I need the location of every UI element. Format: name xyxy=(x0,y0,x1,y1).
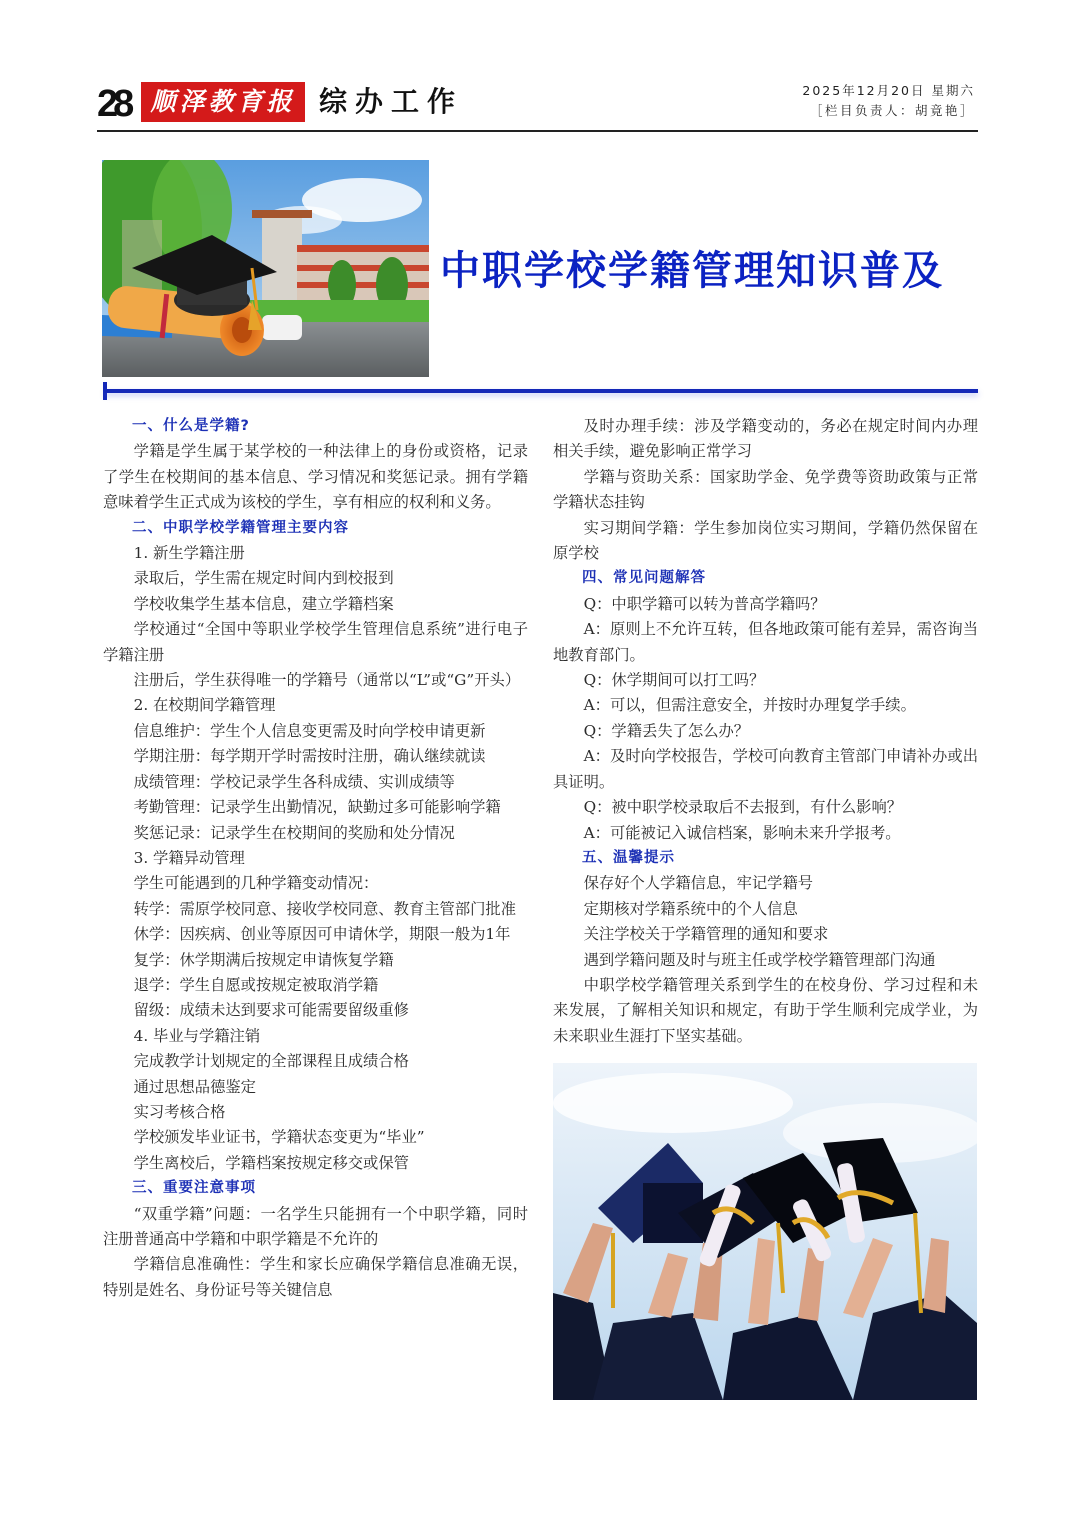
subheading: 2. 在校期间学籍管理 xyxy=(133,696,276,715)
paragraph: 实习期间学籍：学生参加岗位实习期间，学籍仍然保留在原学校 xyxy=(553,518,978,563)
paragraph: 学生可能遇到的几种学籍变动情况： xyxy=(133,874,379,893)
subheading: 4. 毕业与学籍注销 xyxy=(133,1026,261,1045)
paragraph: 及时办理手续：涉及学籍变动的，务必在规定时间内办理相关手续，避免影响正常学习 xyxy=(553,417,978,461)
graduation-cap-photo-icon xyxy=(102,160,429,377)
paragraph: 完成教学计划规定的全部课程且成绩合格 xyxy=(133,1052,409,1071)
conclusion-paragraph: 中职学校学籍管理关系到学生的在校身份、学习过程和未来发展，了解相关知识和规定，有助于学生顺利完成学业，为未来职业生涯打下坚实基础。 xyxy=(553,975,978,1045)
faq-question: Q：学籍丢失了怎么办？ xyxy=(583,721,750,740)
section-heading: 一、什么是学籍? xyxy=(132,418,250,434)
paragraph: 注册后，学生获得唯一的学籍号（通常以“L”或“G”开头） xyxy=(133,671,521,690)
paragraph: 学校收集学生基本信息，建立学籍档案 xyxy=(133,594,394,613)
title-divider xyxy=(105,389,978,393)
paragraph: 学籍是学生属于某学校的一种法律上的身份或资格，记录了学生在校期间的基本信息、学习情况和奖惩记录。拥有学籍意味着学生正式成为该校的学生，享有相应的权利和义务。 xyxy=(103,442,528,512)
paragraph: 学籍与资助关系：国家助学金、免学费等资助政策与正常学籍状态挂钩 xyxy=(553,467,978,512)
right-column xyxy=(553,414,978,1049)
faq-answer: A：原则上不允许互转，但各地政策可能有差异，需咨询当地教育部门。 xyxy=(553,620,978,664)
left-column xyxy=(103,414,528,1303)
paragraph: 奖惩记录：记录学生在校期间的奖励和处分情况 xyxy=(133,823,455,842)
faq-answer: A：可能被记入诚信档案，影响未来升学报考。 xyxy=(583,823,901,842)
paragraph: 成绩管理：学校记录学生各科成绩、实训成绩等 xyxy=(133,772,455,791)
paragraph: 学籍信息准确性：学生和家长应确保学籍信息准确无误，特别是姓名、身份证号等关键信息 xyxy=(103,1255,528,1299)
paragraph: 复学：休学期满后按规定申请恢复学籍 xyxy=(133,950,394,969)
paragraph: 学期注册：每学期开学时需按时注册，确认继续就读 xyxy=(133,747,486,766)
section-heading: 五、温馨提示 xyxy=(582,849,675,866)
section-heading: 四、常见问题解答 xyxy=(582,570,706,587)
subheading: 3. 学籍异动管理 xyxy=(133,848,245,867)
paragraph: 转学：需原学校同意、接收学校同意、教育主管部门批准 xyxy=(133,899,517,918)
tip-item: 遇到学籍问题及时与班主任或学校学籍管理部门沟通 xyxy=(583,950,936,969)
article-headline: 中职学校学籍管理知识普及 xyxy=(440,248,944,294)
graduates-raising-caps-icon xyxy=(553,1063,977,1400)
section-name: 综办工作 xyxy=(319,85,464,118)
subheading: 1. 新生学籍注册 xyxy=(133,544,245,563)
tip-item: 关注学校关于学籍管理的通知和要求 xyxy=(583,925,829,944)
section-heading: 二、中职学校学籍管理主要内容 xyxy=(132,519,349,536)
issue-date: 2025年12月20日 星期六 xyxy=(802,83,975,98)
paragraph: “双重学籍”问题：一名学生只能拥有一个中职学籍，同时注册普通高中学籍和中职学籍是不允许的 xyxy=(103,1204,528,1248)
faq-answer: A：可以，但需注意安全，并按时办理复学手续。 xyxy=(583,696,916,715)
faq-question: Q：被中职学校录取后不去报到，有什么影响？ xyxy=(583,798,903,817)
faq-answer: A：及时向学校报告，学校可向教育主管部门申请补办或出具证明。 xyxy=(553,747,978,791)
paragraph: 学校颁发毕业证书，学籍状态变更为“毕业” xyxy=(133,1128,425,1147)
page-number: 28 xyxy=(97,83,130,125)
tip-item: 保存好个人学籍信息，牢记学籍号 xyxy=(583,874,814,893)
faq-question: Q：休学期间可以打工吗？ xyxy=(583,671,765,690)
masthead-divider xyxy=(97,130,978,132)
paragraph: 录取后，学生需在规定时间内到校报到 xyxy=(133,569,394,588)
paragraph: 信息维护：学生个人信息变更需及时向学校申请更新 xyxy=(133,721,486,740)
paragraph: 考勤管理：记录学生出勤情况，缺勤过多可能影响学籍 xyxy=(133,798,501,817)
tip-item: 定期核对学籍系统中的个人信息 xyxy=(583,899,798,918)
section-heading: 三、重要注意事项 xyxy=(132,1180,256,1197)
paragraph: 学生离校后，学籍档案按规定移交或保管 xyxy=(133,1153,409,1172)
paragraph: 退学：学生自愿或按规定被取消学籍 xyxy=(133,975,379,994)
paragraph: 留级：成绩未达到要求可能需要留级重修 xyxy=(133,1001,409,1020)
column-editor: ［栏目负责人：胡竟艳］ xyxy=(809,103,975,118)
faq-question: Q：中职学籍可以转为普高学籍吗？ xyxy=(583,594,826,613)
paragraph: 通过思想品德鉴定 xyxy=(133,1077,256,1096)
paragraph: 实习考核合格 xyxy=(133,1102,226,1121)
newspaper-name-logo: 顺泽教育报 xyxy=(141,82,305,122)
graduates-photo xyxy=(553,1063,977,1400)
paragraph: 休学：因疾病、创业等原因可申请休学，期限一般为1年 xyxy=(133,925,511,944)
paragraph: 学校通过“全国中等职业学校学生管理信息系统”进行电子学籍注册 xyxy=(103,620,528,664)
hero-image-graduation-cap xyxy=(102,160,429,377)
masthead xyxy=(97,80,977,132)
